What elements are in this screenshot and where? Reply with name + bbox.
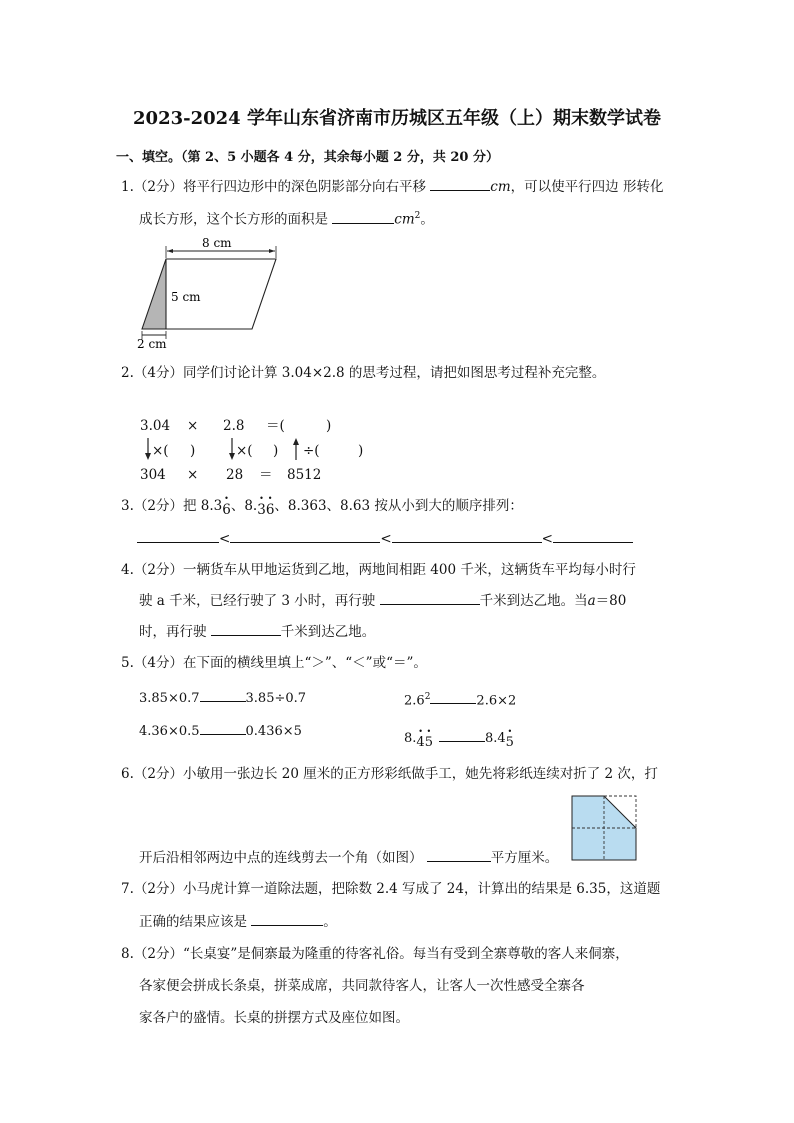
q2-row-3-b: × [187,467,199,483]
comparison-3 [139,720,302,742]
question-4-text-b: 千米到达乙地。当 [479,593,588,609]
question-7-line-2 [139,911,337,932]
unit-label: cm [394,211,415,228]
repeating-digit: • 5 [506,733,514,753]
arrow-head-icon [145,453,151,460]
q2-row-2-f: ) [358,443,364,459]
question-2-text: 2.（4分）同学们讨论计算 3.04×2.8 的思考过程，请把如图思考过程补充完整。 [121,365,606,381]
q2-row-3-d: ＝ [259,467,273,483]
q2-row-3-e: 8512 [287,467,322,483]
q2-row-2-c: ×( [236,443,253,459]
answer-blank[interactable] [200,720,246,735]
question-6-line-2 [139,847,558,868]
page-title: 2023-2024 学年山东省济南市历城区五年级（上）期末数学试卷 [133,108,661,129]
question-8-line-2: 各家便会拼成长条桌，拼菜成席，共同款待客人，让客人一次性感受全寨各 [139,978,585,994]
question-4-text-a: 驶 a 千米，已经行驶了 3 小时，再行驶 [139,593,376,609]
less-than-sign: < [380,531,392,547]
dimension-label-top: 8 cm [202,236,232,250]
dimension-label-bottom: 2 cm [137,337,167,351]
answer-blank[interactable] [430,689,476,704]
answer-blank[interactable] [332,209,394,224]
answer-blank[interactable] [392,528,542,543]
question-4-line-2 [139,590,626,611]
question-1-text-b: ，可以使平行四边 形转化 [510,179,664,195]
question-1-line-2 [139,206,434,230]
dimension-label-side: 5 cm [171,290,201,304]
q2-row-1-c: 2.8 [223,418,245,434]
arrow-right-icon [269,249,275,253]
repeating-digit: • 6 [222,500,231,520]
q2-row-1-e: ) [326,418,332,434]
superscript: 2 [414,211,421,221]
less-than-sign: < [541,531,553,547]
q2-row-3-a: 304 [140,467,166,483]
comparison-left: 4.36×0.5 [139,724,200,739]
parallelogram-figure [134,234,284,352]
comparison-left: 2.6 [404,693,425,709]
question-4-line-1: 4.（2分）一辆货车从甲地运货到乙地，两地间相距 400 千米，这辆货车平均每小时行 [121,562,636,578]
comparison-left: 8. [404,731,417,746]
question-5-text: 5.（4分）在下面的横线里填上“＞”、“＜”或“＝”。 [121,655,427,671]
question-1-line-1 [121,176,663,197]
q2-row-2-d: ) [273,443,279,459]
question-8-line-1: 8.（2分）“长桌宴”是侗寨最为隆重的待客礼俗。每当有受到全寨尊敬的客人来侗寨， [121,946,629,962]
answer-blank[interactable] [439,727,485,742]
superscript: 2 [424,692,431,702]
question-7-text-b: 。 [323,914,337,930]
question-6-text-b: 平方厘米。 [490,850,559,866]
q2-row-1-d: ＝( [266,418,285,434]
repeating-digit: • 6 [266,500,275,520]
question-6-line-1: 6.（2分）小敏用一张边长 20 厘米的正方形彩纸做手工，她先将彩纸连续对折了 2 次，打 [121,766,658,782]
q2-row-1-b: × [187,418,199,434]
comparison-right: 2.6×2 [476,693,517,709]
question-3-text [121,496,523,520]
question-8-line-3: 家各户的盛情。长桌的拼摆方式及座位如图。 [139,1010,409,1026]
comparison-right: 3.85÷0.7 [245,691,307,706]
comparison-4 [404,727,514,753]
question-7-line-1: 7.（2分）小马虎计算一道除法题，把除数 2.4 写成了 24，计算出的结果是 6.35，这道题 [121,881,661,897]
answer-blank[interactable] [211,621,281,636]
comparison-left: 3.85×0.7 [139,691,200,706]
arrow-head-icon [229,453,235,460]
repeating-digit: • 5 [425,733,433,753]
repeating-digit: • 4 [416,733,424,753]
q2-row-3-c: 28 [226,467,244,483]
question-4-text-c: ＝80 [595,593,627,609]
q2-row-2-b: ) [190,443,196,459]
answer-blank[interactable] [230,528,380,543]
comparison-1 [139,687,306,709]
answer-blank[interactable] [200,687,246,702]
comparison-right: 0.436×5 [245,724,302,739]
answer-blank[interactable] [137,528,219,543]
answer-blank[interactable] [380,590,480,605]
answer-blank[interactable] [427,847,491,862]
comparison-right: 8.4 [484,731,506,746]
question-4-text-d: 时，再行驶 [139,624,207,640]
folded-square-figure [570,794,640,864]
question-3-prefix: 3.（2分）把 8.3 [121,498,223,514]
q2-row-1-a: 3.04 [140,418,171,434]
repeating-digit: • 3 [257,500,266,520]
question-3-answers [137,528,633,549]
section-heading: 一、填空。（第 2、5 小题各 4 分，其余每小题 2 分，共 20 分） [116,150,499,165]
question-6-text-a: 开后沿相邻两边中点的连线剪去一个角（如图） [139,850,423,866]
question-1-text-a: 1.（2分）将平行四边形中的深色阴影部分向右平移 [121,179,426,195]
question-7-text-a: 正确的结果应该是 [139,914,247,930]
answer-blank[interactable] [251,911,323,926]
punctuation: 。 [420,211,434,228]
arrow-left-icon [167,249,173,253]
variable-a: a [587,593,596,609]
answer-blank[interactable] [430,176,490,191]
comparison-2 [404,687,516,711]
arrow-head-icon [293,438,299,445]
question-4-line-3 [139,621,375,642]
question-3-rest: 、8.363、8.63 按从小到大的顺序排列： [274,498,523,514]
separator: 、8. [230,498,258,514]
q2-row-2-a: ×( [152,443,169,459]
unit-label: cm [490,179,511,195]
question-1-text-c: 成长方形，这个长方形的面积是 [139,211,328,228]
answer-blank[interactable] [553,528,633,543]
question-4-text-e: 千米到达乙地。 [280,624,376,640]
less-than-sign: < [219,531,231,547]
q2-row-2-e: ÷( [303,443,320,459]
